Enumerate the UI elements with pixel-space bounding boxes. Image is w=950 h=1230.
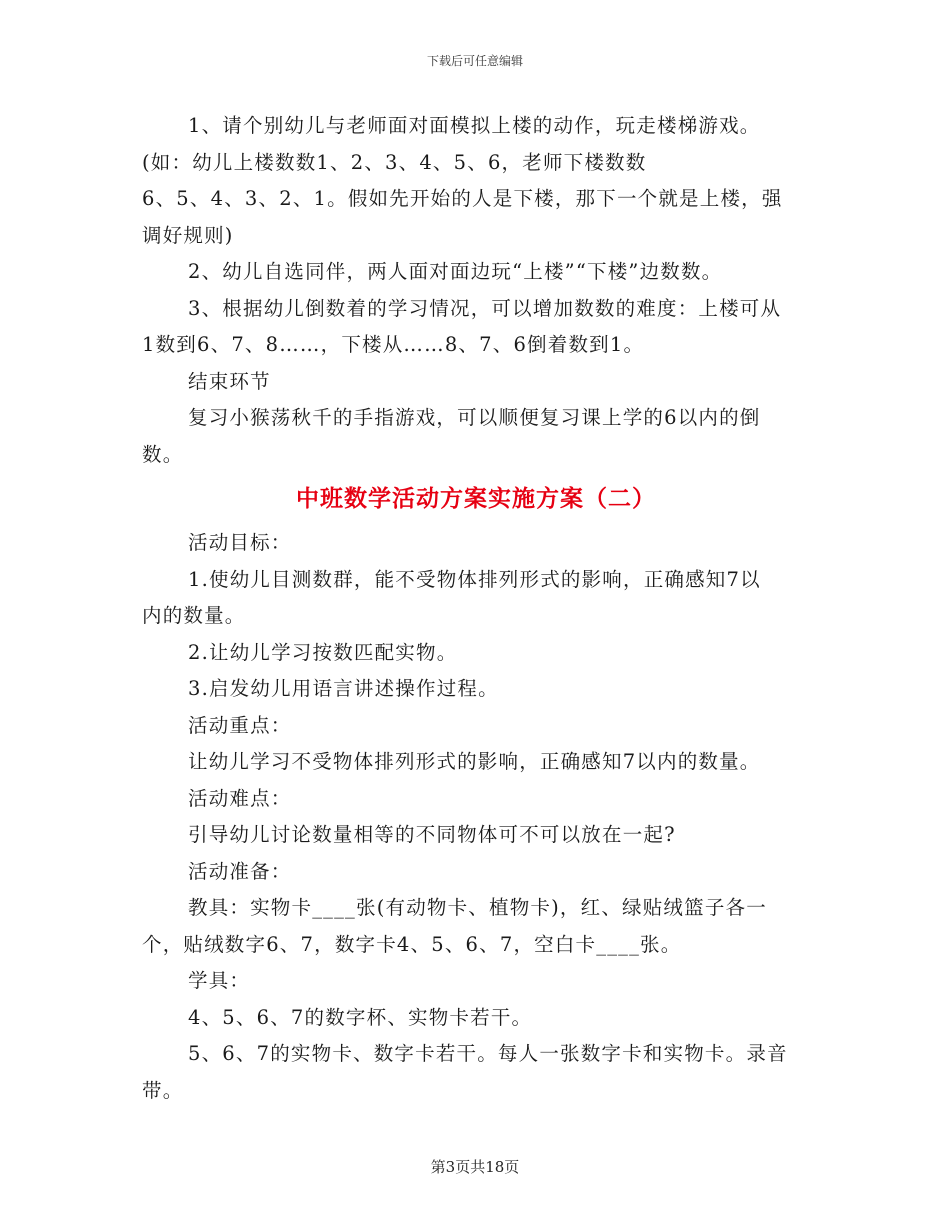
paragraph-line: 带。 (142, 1078, 184, 1102)
page-footer: 第3页共18页 (430, 1158, 520, 1176)
paragraph-line: 调好规则) (142, 223, 234, 247)
paragraph-line: 3.启发幼儿用语言讲述操作过程。 (188, 677, 499, 700)
document-body (142, 108, 810, 1109)
paragraph-line: 个，贴绒数字6、7，数字卡4、5、6、7，空白卡____张。 (142, 932, 682, 956)
paragraph-line: 引导幼儿讨论数量相等的不同物体可不可以放在一起? (188, 823, 676, 846)
page-header: 下载后可任意编辑 (426, 54, 523, 68)
paragraph-line: 1.使幼儿目测数群，能不受物体排列形式的影响，正确感知7以 (188, 567, 761, 591)
section-heading: 活动重点： (188, 713, 292, 737)
section-heading: 结束环节 (188, 369, 271, 393)
paragraph-line: 2.让幼儿学习按数匹配实物。 (188, 640, 458, 664)
paragraph-line: 2、幼儿自选同伴，两人面对面边玩“上楼”“下楼”边数数。 (188, 260, 723, 283)
section-heading: 活动难点： (188, 786, 292, 810)
section-heading: 活动目标： (188, 531, 292, 554)
paragraph-line: 6、5、4、3、2、1。假如先开始的人是下楼，那下一个就是上楼，强 (142, 187, 783, 210)
section-heading: 学具： (188, 969, 251, 992)
paragraph-line: 5、6、7的实物卡、数字卡若干。每人一张数字卡和实物卡。录音 (188, 1042, 788, 1065)
paragraph-line: 4、5、6、7的数字杯、实物卡若干。 (188, 1005, 533, 1029)
paragraph-line: 内的数量。 (142, 604, 246, 627)
paragraph-line: (如：幼儿上楼数数1、2、3、4、5、6，老师下楼数数 (142, 150, 647, 174)
paragraph-line: 数。 (142, 442, 184, 466)
paragraph-line: 3、根据幼儿倒数着的学习情况，可以增加数数的难度：上楼可从 (188, 296, 782, 320)
document-title: 中班数学活动方案实施方案（二） (296, 485, 656, 512)
paragraph-line: 让幼儿学习不受物体排列形式的影响，正确感知7以内的数量。 (188, 750, 761, 773)
paragraph-line: 复习小猴荡秋千的手指游戏，可以顺便复习课上学的6以内的倒 (188, 406, 761, 429)
paragraph-line: 1、请个别幼儿与老师面对面模拟上楼的动作，玩走楼梯游戏。 (188, 114, 761, 137)
paragraph-line: 1数到6、7、8……，下楼从……8、7、6倒着数到1。 (142, 333, 645, 356)
paragraph-line: 教具：实物卡____张(有动物卡、植物卡)，红、绿贴绒篮子各一 (188, 896, 767, 919)
section-heading: 活动准备： (188, 859, 292, 883)
